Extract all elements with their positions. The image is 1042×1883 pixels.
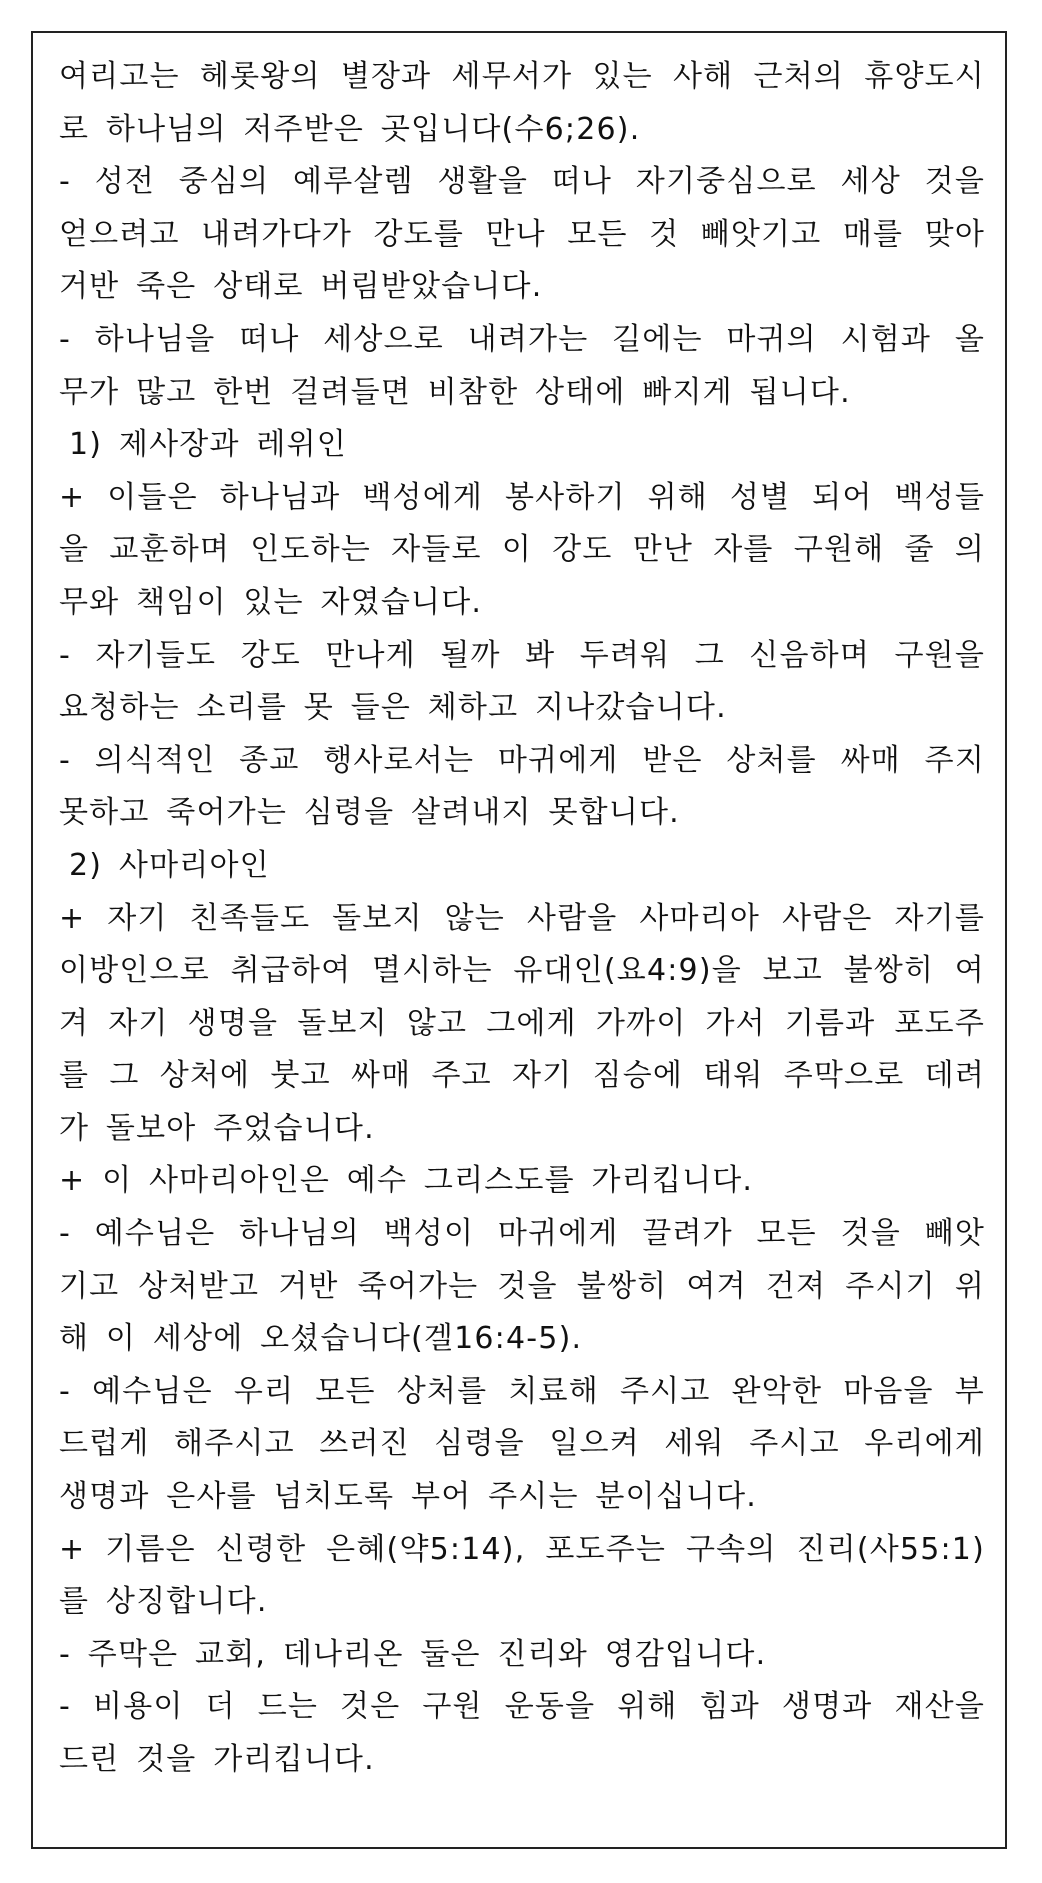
text-line: 여리고는 헤롯왕의 별장과 세무서가 있는 사해 근처의 휴양도시 <box>59 59 985 94</box>
text-line: 기고 상처받고 거반 죽어가는 것을 불쌍히 여겨 건져 주시기 위 <box>59 1268 985 1304</box>
text-line: 거반 죽은 상태로 버림받았습니다. <box>59 269 543 305</box>
text-line: + 이 사마리아인은 예수 그리스도를 가리킵니다. <box>59 1163 754 1199</box>
section-heading: 1) 제사장과 레위인 <box>69 427 347 463</box>
text-line: - 예수님은 우리 모든 상처를 치료해 주시고 완악한 마음을 부 <box>59 1373 985 1409</box>
text-line: 무와 책임이 있는 자였습니다. <box>59 584 483 620</box>
text-line: + 이들은 하나님과 백성에게 봉사하기 위해 성별 되어 백성들 <box>59 479 985 515</box>
text-line: + 자기 친족들도 돌보지 않는 사람을 사마리아 사람은 자기를 <box>59 900 985 936</box>
text-line: 생명과 은사를 넘치도록 부어 주시는 분이십니다. <box>59 1479 758 1515</box>
text-line: 가 돌보아 주었습니다. <box>59 1110 375 1146</box>
text-line: - 비용이 더 드는 것은 구원 운동을 위해 힘과 생명과 재산을 <box>59 1689 985 1725</box>
text-line: 로 하나님의 저주받은 곳입니다(수6;26). <box>59 111 641 147</box>
section-heading: 2) 사마리아인 <box>69 847 270 883</box>
text-line: - 성전 중심의 예루살렘 생활을 떠나 자기중심으로 세상 것을 <box>59 164 985 200</box>
text-line: 를 그 상처에 붓고 싸매 주고 자기 짐승에 태워 주막으로 데려 <box>59 1058 985 1094</box>
text-line: 이방인으로 취급하여 멸시하는 유대인(요4:9)을 보고 불쌍히 여 <box>59 953 985 989</box>
text-line: 못하고 죽어가는 심령을 살려내지 못합니다. <box>59 795 680 831</box>
text-line: 요청하는 소리를 못 들은 체하고 지나갔습니다. <box>59 690 727 726</box>
text-line: 를 상징합니다. <box>59 1584 268 1620</box>
text-line: 드린 것을 가리킵니다. <box>59 1742 375 1777</box>
text-line: 해 이 세상에 오셨습니다(겔16:4-5). <box>59 1321 583 1357</box>
text-line: - 하나님을 떠나 세상으로 내려가는 길에는 마귀의 시험과 올 <box>59 321 985 357</box>
text-line: - 예수님은 하나님의 백성이 마귀에게 끌려가 모든 것을 빼앗 <box>59 1216 985 1252</box>
document-body <box>59 51 985 1787</box>
text-box <box>31 31 1007 1849</box>
text-line: - 자기들도 강도 만나게 될까 봐 두려워 그 신음하며 구원을 <box>59 637 985 673</box>
text-line: 무가 많고 한번 걸려들면 비참한 상태에 빠지게 됩니다. <box>59 374 851 410</box>
text-line: 을 교훈하며 인도하는 자들로 이 강도 만난 자를 구원해 줄 의 <box>59 532 985 568</box>
text-line: 얻으려고 내려가다가 강도를 만나 모든 것 빼앗기고 매를 맞아 <box>59 216 985 252</box>
text-line: 겨 자기 생명을 돌보지 않고 그에게 가까이 가서 기름과 포도주 <box>59 1005 985 1041</box>
text-line: - 주막은 교회, 데나리온 둘은 진리와 영감입니다. <box>59 1636 767 1672</box>
text-line: - 의식적인 종교 행사로서는 마귀에게 받은 상처를 싸매 주지 <box>59 742 985 778</box>
text-line: + 기름은 신령한 은혜(약5:14), 포도주는 구속의 진리(사55:1) <box>59 1531 985 1567</box>
text-line: 드럽게 해주시고 쓰러진 심령을 일으켜 세워 주시고 우리에게 <box>59 1426 985 1462</box>
